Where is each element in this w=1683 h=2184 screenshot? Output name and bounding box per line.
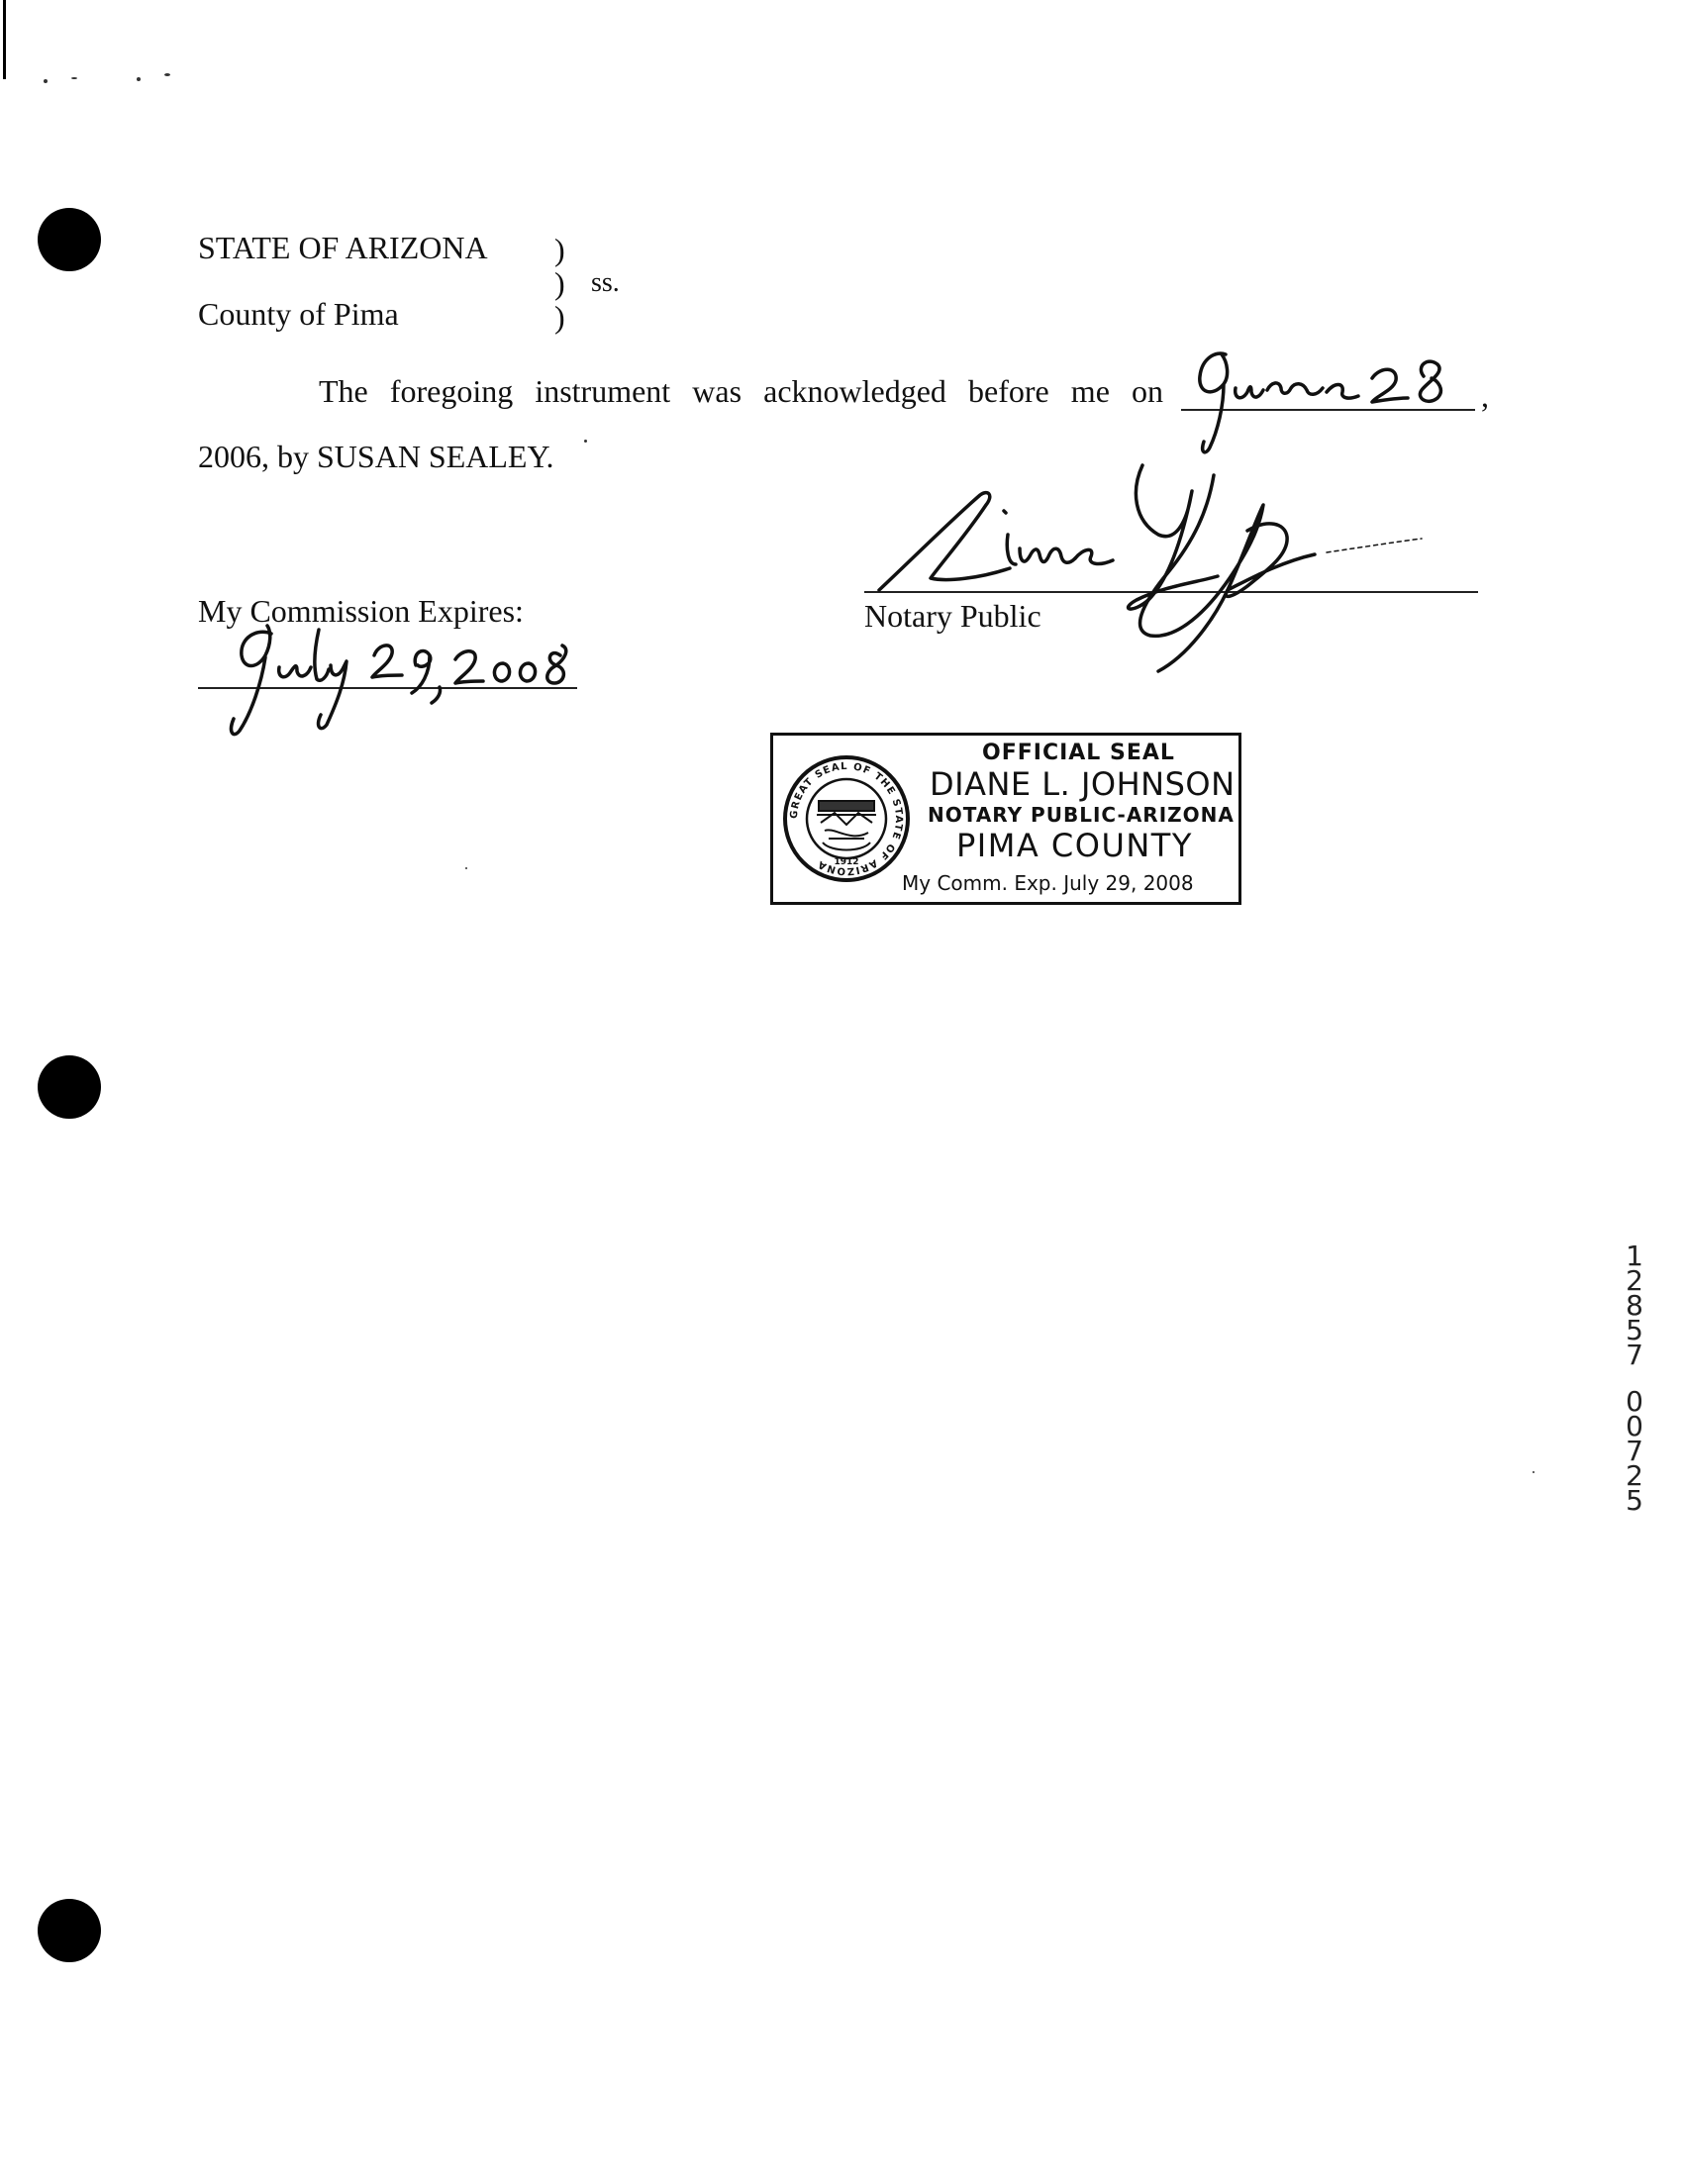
recording-number-stamp [1620,1240,1649,1517]
arizona-state-seal-emblem [781,753,912,884]
stamp-digit: 2 [1626,1264,1643,1297]
stamp-digit: 0 [1626,1410,1643,1442]
county-line: County of Pima [198,296,399,332]
seal-role: NOTARY PUBLIC-ARIZONA [928,803,1235,827]
notary-signature [871,461,1426,679]
acknowledgment-line [319,375,1163,407]
ss-label: ss. [591,267,620,298]
ack-word: was [692,373,742,409]
venue-paren-top: ) [554,232,565,267]
ack-comma: , [1481,378,1489,414]
stamp-digit: 8 [1626,1289,1643,1322]
official-seal-stamp [770,733,1241,905]
hole-punch-bottom [38,1899,101,1962]
seal-title: OFFICIAL SEAL [982,741,1175,765]
seal-year-text: 1912 [834,857,859,867]
stamp-digit: 5 [1626,1314,1643,1346]
scan-speck [44,79,48,83]
seal-ring-text: GREAT SEAL OF THE STATE OF ARIZONA [788,760,905,877]
ack-line-2: 2006, by SUSAN SEALEY. [198,439,554,474]
ack-word: on [1131,373,1163,409]
scan-speck [71,77,77,79]
venue-paren-bottom: ) [554,299,565,335]
stamp-digit: 1 [1626,1240,1643,1272]
ack-word: foregoing [389,373,514,409]
seal-expiry: My Comm. Exp. July 29, 2008 [902,871,1194,895]
scan-speck [465,867,467,869]
ack-word: me [1070,373,1110,409]
stamp-digit: 7 [1626,1435,1643,1467]
scan-speck [1533,1471,1534,1473]
stamp-digit: 5 [1626,1484,1643,1517]
seal-notary-name: DIANE L. JOHNSON [930,765,1236,803]
scan-speck [137,77,141,81]
stamp-digit: 0 [1626,1385,1643,1418]
ack-word: before [968,373,1049,409]
handwritten-commission-date [218,604,584,743]
handwritten-ack-date [1178,337,1475,465]
ack-word: The [319,373,368,409]
notary-public-label: Notary Public [864,598,1041,634]
hole-punch-middle [38,1055,101,1119]
seal-county: PIMA COUNTY [956,827,1193,864]
venue-paren-middle: ) [554,265,565,301]
stamp-digit: 2 [1626,1459,1643,1492]
scan-speck [164,73,170,76]
scan-speck [584,440,587,443]
state-line: STATE OF ARIZONA [198,230,488,265]
scan-edge-line [3,0,6,79]
commission-expires-label: My Commission Expires: [198,593,524,629]
stamp-digit: 7 [1626,1339,1643,1371]
ack-word: instrument [535,373,671,409]
ack-word: acknowledged [763,373,946,409]
hole-punch-top [38,208,101,271]
